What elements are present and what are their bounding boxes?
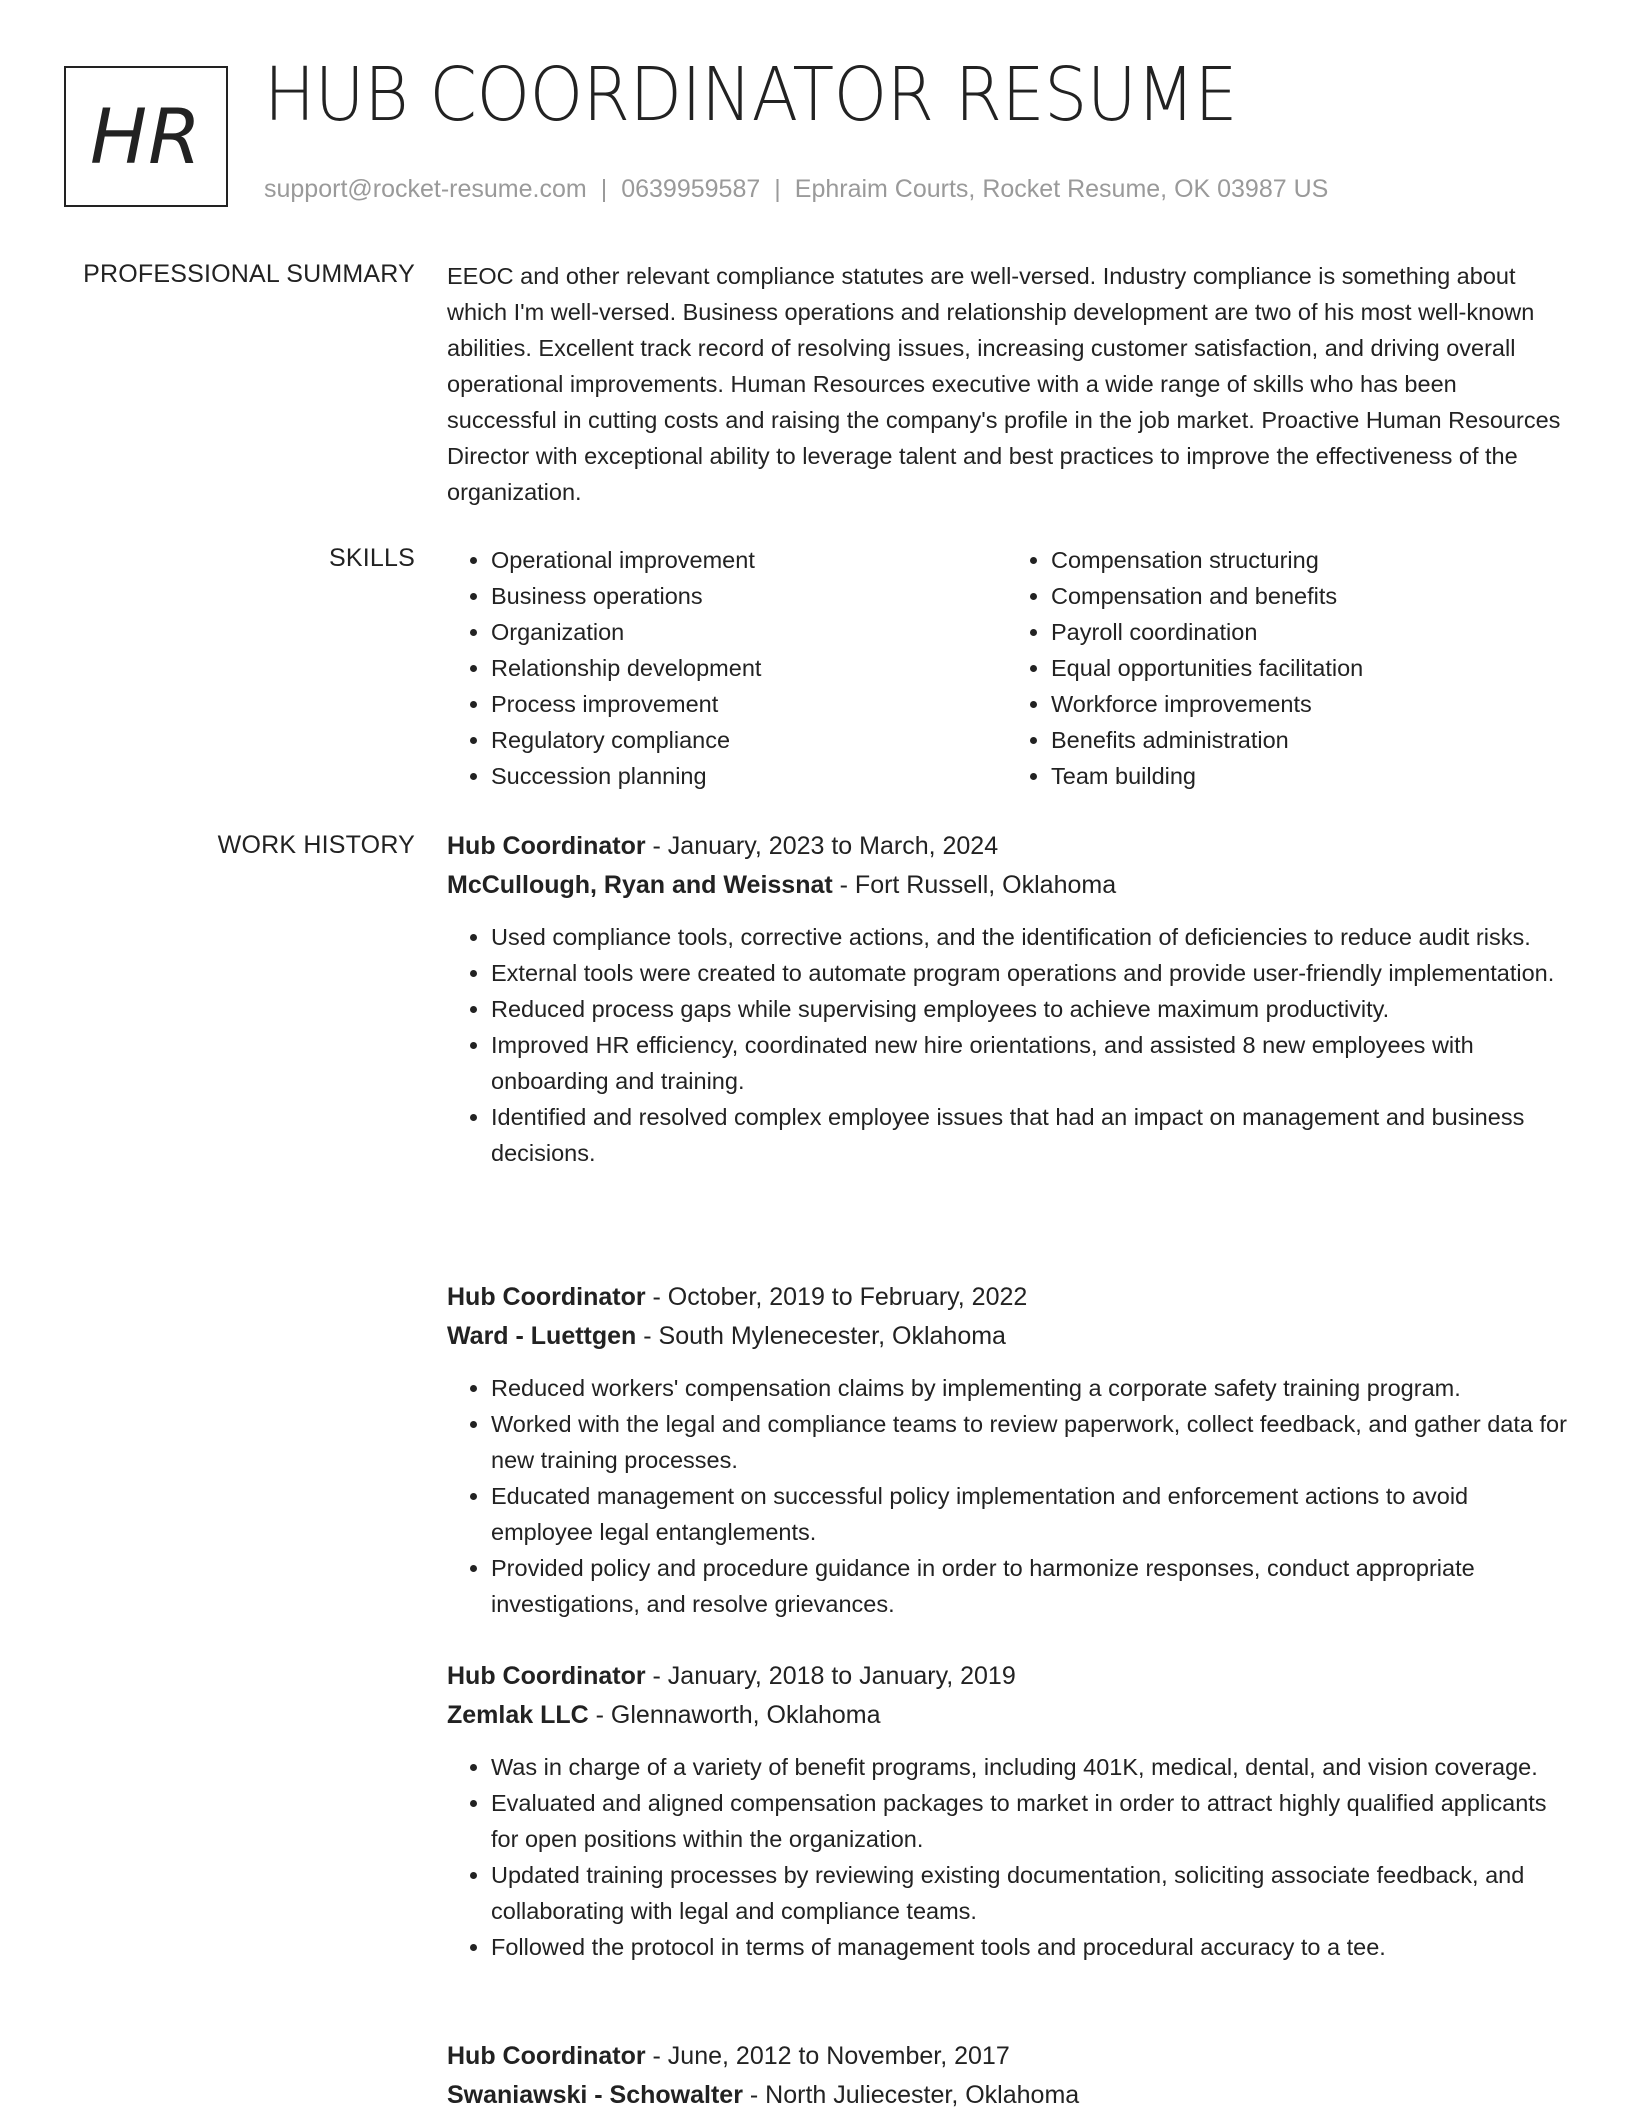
- skill-item: • Regulatory compliance: [491, 722, 1007, 758]
- job-bullets: [447, 1749, 1567, 1965]
- job-company: Ward - Luettgen: [447, 1322, 637, 1350]
- job-dates: - June, 2012 to November, 2017: [645, 2042, 1010, 2070]
- job-company: McCullough, Ryan and Weissnat: [447, 871, 833, 899]
- skill-item: • Equal opportunities facilitation: [1051, 650, 1567, 686]
- job-location: - North Juliecester, Oklahoma: [742, 2081, 1080, 2109]
- job-title: Hub Coordinator: [447, 2042, 646, 2070]
- skills-content: [447, 542, 1567, 794]
- job-bullet: • Provided policy and procedure guidance in order to harmonize responses, conduct appropriate investigations, and resolve grievances.: [491, 1550, 1567, 1622]
- skills-label: SKILLS: [329, 544, 415, 572]
- skill-item: • Payroll coordination: [1051, 614, 1567, 650]
- job-title: Hub Coordinator: [447, 832, 646, 860]
- job-bullet: • Used compliance tools, corrective actions, and the identification of deficiencies to reduce audit risks.: [491, 919, 1567, 955]
- job-bullet: • Improved HR efficiency, coordinated new hire orientations, and assisted 8 new employees with onboarding and training.: [491, 1027, 1567, 1099]
- job-bullet: • Evaluated and aligned compensation packages to market in order to attract highly qualified applicants for open positions within the organization.: [491, 1785, 1567, 1857]
- job-bullet: • Updated training processes by reviewing existing documentation, soliciting associate feedback, and collaborating with legal and compliance teams.: [491, 1857, 1567, 1929]
- skill-item: • Compensation structuring: [1051, 542, 1567, 578]
- skill-item: • Benefits administration: [1051, 722, 1567, 758]
- skill-item: • Team building: [1051, 758, 1567, 794]
- job-location: - South Mylenecester, Oklahoma: [636, 1322, 1006, 1350]
- work-history-label: WORK HISTORY: [217, 831, 415, 859]
- job-bullet: • Was in charge of a variety of benefit programs, including 401K, medical, dental, and vision coverage.: [491, 1749, 1567, 1785]
- contact-phone[interactable]: 0639959587: [621, 175, 761, 203]
- job-bullet: • Followed the protocol in terms of management tools and procedural accuracy to a tee.: [491, 1929, 1567, 1965]
- contact-separator: |: [600, 175, 608, 203]
- job-title-line: [447, 1657, 1567, 1696]
- skills-list-left: [447, 542, 1007, 794]
- skills-list-right: [1007, 542, 1567, 794]
- job-title: Hub Coordinator: [447, 1662, 646, 1690]
- job-bullet: • Reduced workers' compensation claims by implementing a corporate safety training program.: [491, 1370, 1567, 1406]
- job-company-line: [447, 1696, 1567, 1735]
- job-bullets: [447, 919, 1567, 1171]
- job-title: Hub Coordinator: [447, 1283, 646, 1311]
- job-dates: - October, 2019 to February, 2022: [645, 1283, 1028, 1311]
- job-company-line: [447, 866, 1567, 905]
- job-location: - Glennaworth, Oklahoma: [588, 1701, 881, 1729]
- job-company: Swaniawski - Schowalter: [447, 2081, 743, 2109]
- summary-text: EEOC and other relevant compliance statutes are well-versed. Industry compliance is something about which I'm well-versed. Business operations and relationship development are two of his most well-known abilities. Excellent track record of resolving issues, increasing customer satisfaction, and driving overall operational improvements. Human Resources executive with a wide range of skills who has been successful in cutting costs and raising the company's profile in the job market. Proactive Human Resources Director with exceptional ability to leverage talent and best practices to improve the effectiveness of the organization.: [447, 263, 1561, 505]
- job-dates: - January, 2023 to March, 2024: [645, 832, 999, 860]
- job-title-line: [447, 827, 1567, 866]
- monogram-box: [64, 66, 228, 207]
- job-entry: [447, 1657, 1567, 1965]
- job-company-line: [447, 2076, 1567, 2115]
- monogram-initials: HR: [90, 92, 202, 181]
- skill-item: • Process improvement: [491, 686, 1007, 722]
- job-bullet: • External tools were created to automate program operations and provide user-friendly implementation.: [491, 955, 1567, 991]
- job-bullet: • Worked with the legal and compliance teams to review paperwork, collect feedback, and gather data for new training processes.: [491, 1406, 1567, 1478]
- contact-line: [264, 175, 1328, 204]
- job-title-line: [447, 2037, 1567, 2076]
- job-dates: - January, 2018 to January, 2019: [645, 1662, 1016, 1690]
- job-bullet: • Reduced process gaps while supervising employees to achieve maximum productivity.: [491, 991, 1567, 1027]
- job-bullet: • Educated management on successful policy implementation and enforcement actions to avoid employee legal entanglements.: [491, 1478, 1567, 1550]
- skill-item: • Operational improvement: [491, 542, 1007, 578]
- job-bullets: [447, 1370, 1567, 1622]
- skill-item: • Business operations: [491, 578, 1007, 614]
- job-company: Zemlak LLC: [447, 1701, 589, 1729]
- contact-address: Ephraim Courts, Rocket Resume, OK 03987 US: [794, 175, 1329, 203]
- job-location: - Fort Russell, Oklahoma: [832, 871, 1117, 899]
- skill-item: • Succession planning: [491, 758, 1007, 794]
- contact-email[interactable]: support@rocket-resume.com: [264, 175, 587, 203]
- summary-content: [447, 258, 1567, 510]
- job-company-line: [447, 1317, 1567, 1356]
- page-title: HUB COORDINATOR RESUME: [264, 52, 1238, 138]
- contact-separator: |: [774, 175, 781, 203]
- job-entry: [447, 1278, 1567, 1622]
- job-entry: [447, 2037, 1567, 2115]
- job-bullet: • Identified and resolved complex employee issues that had an impact on management and business decisions.: [491, 1099, 1567, 1171]
- summary-label: PROFESSIONAL SUMMARY: [83, 260, 415, 288]
- job-entry: [447, 827, 1567, 1171]
- skill-item: • Relationship development: [491, 650, 1007, 686]
- skill-item: • Compensation and benefits: [1051, 578, 1567, 614]
- skill-item: • Organization: [491, 614, 1007, 650]
- job-title-line: [447, 1278, 1567, 1317]
- skills-columns: [447, 542, 1567, 794]
- skill-item: • Workforce improvements: [1051, 686, 1567, 722]
